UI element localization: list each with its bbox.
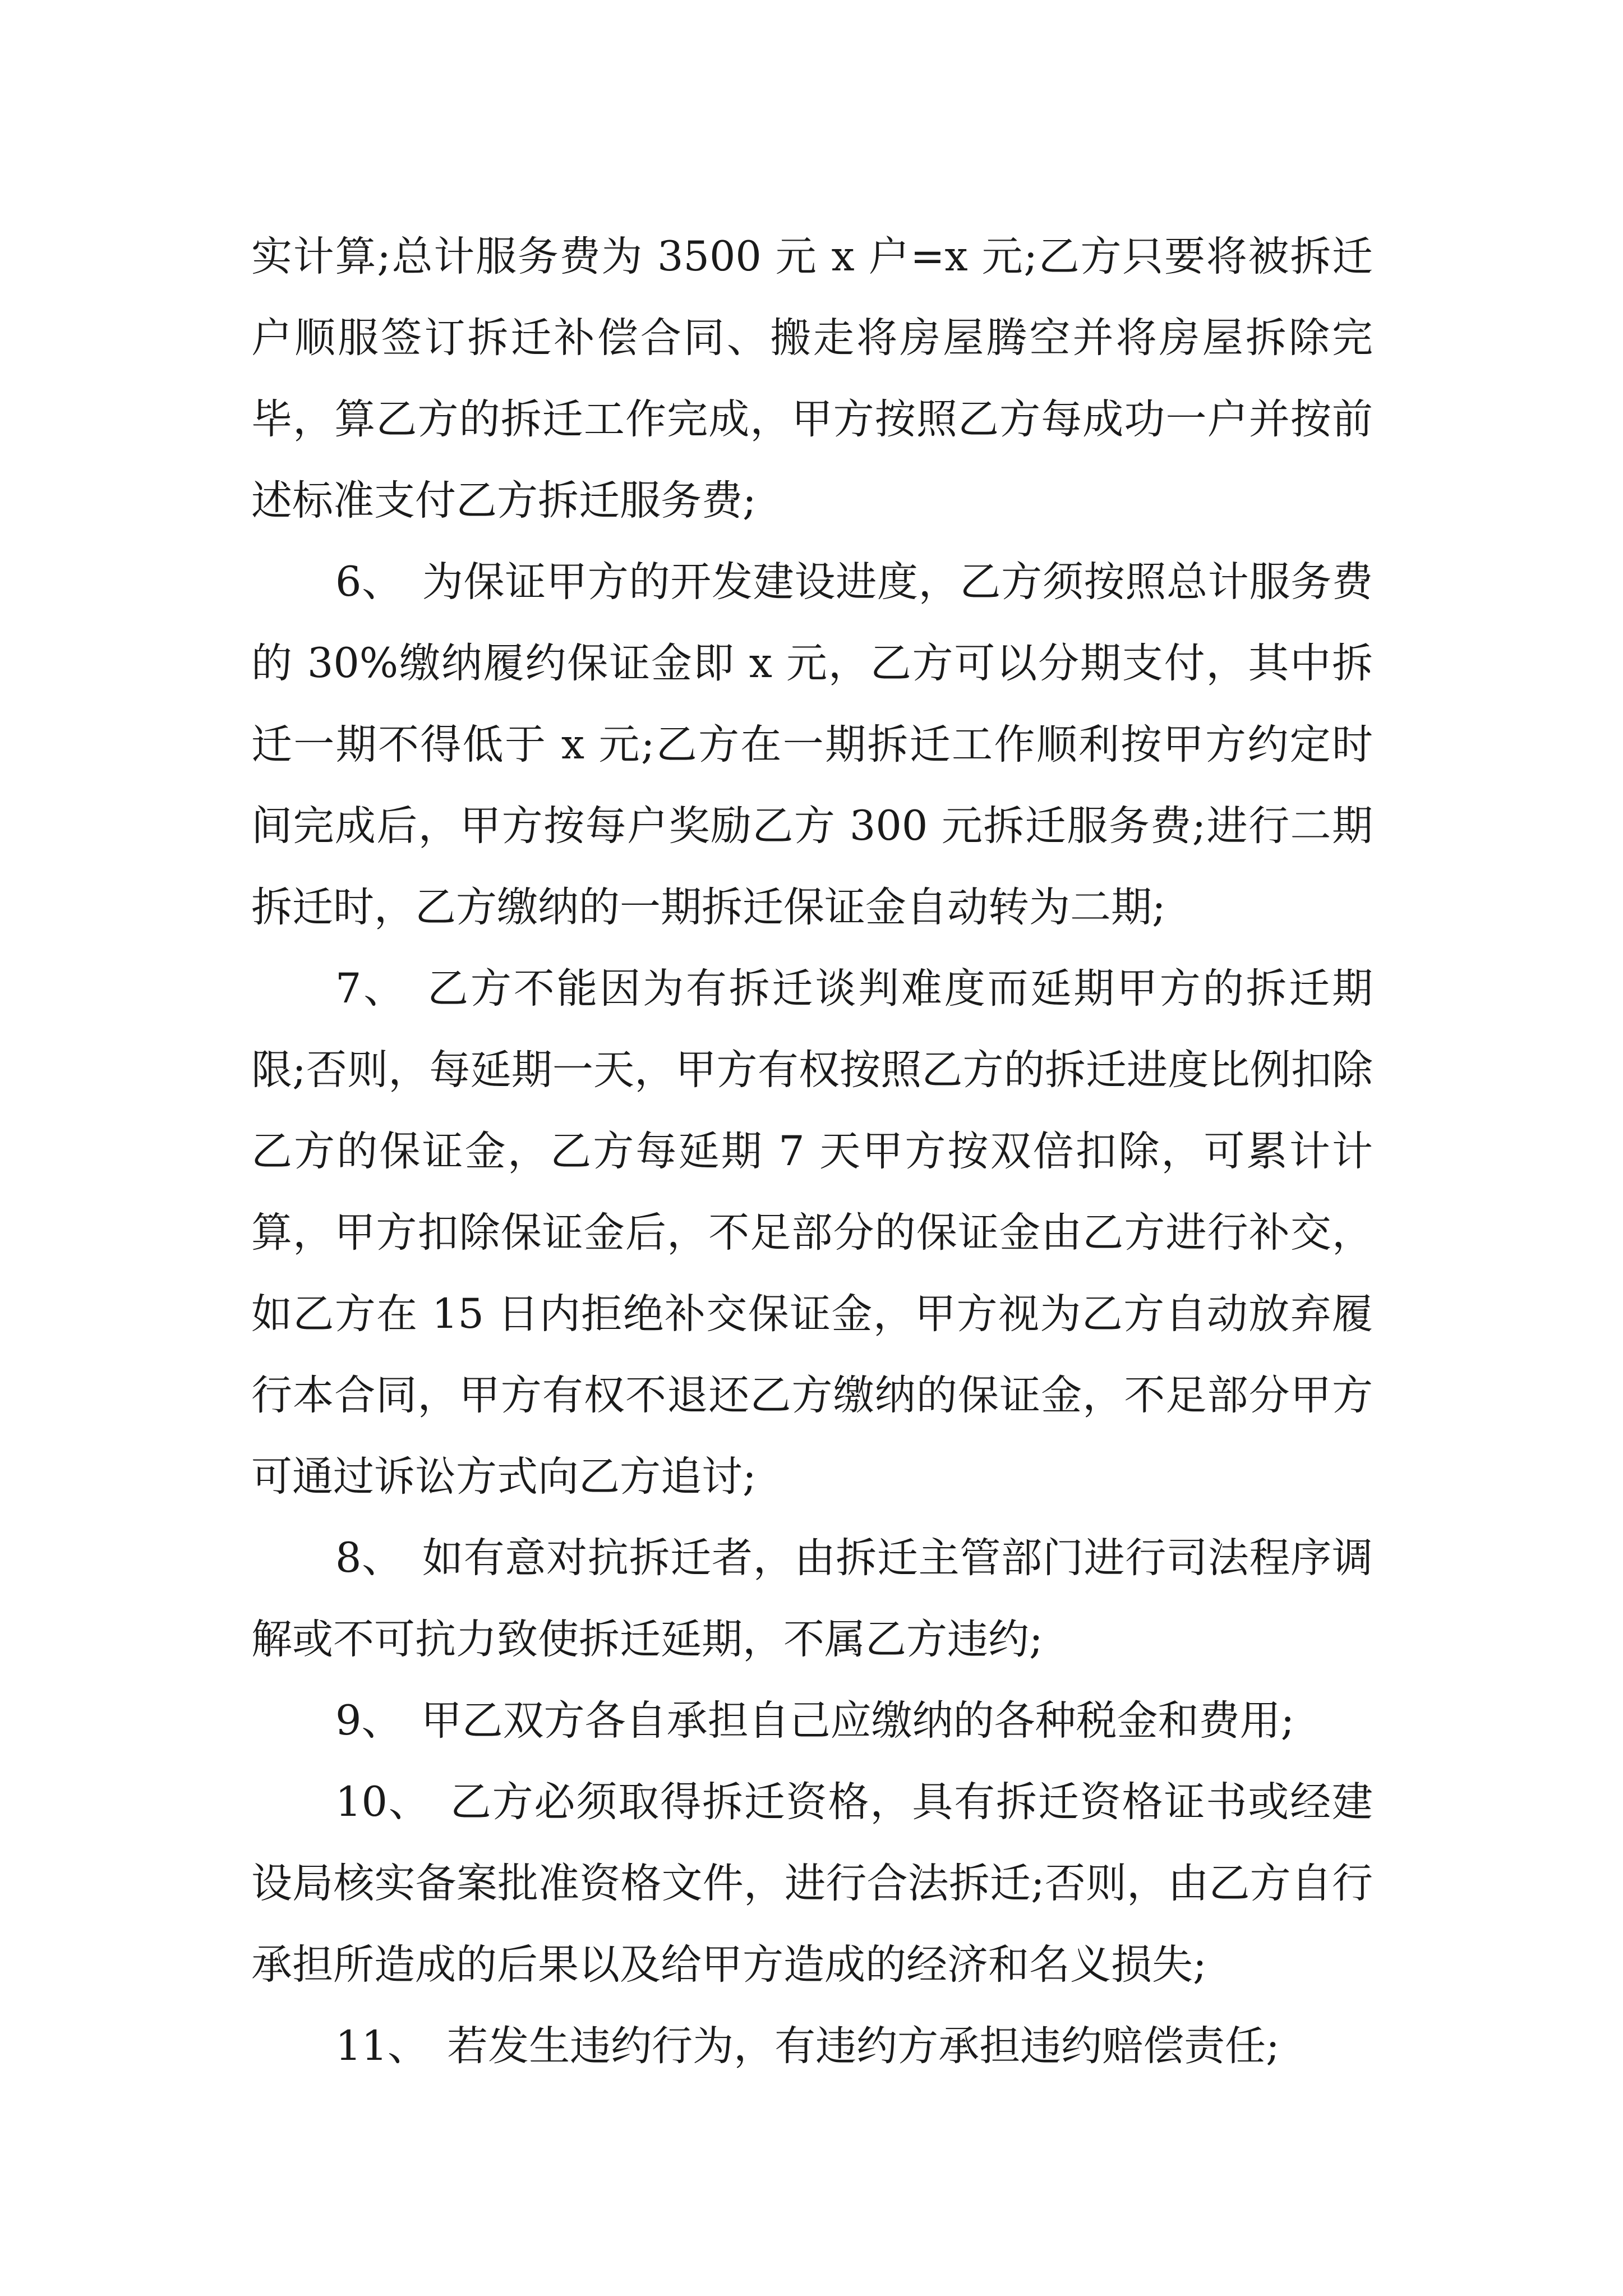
clause-text: 甲乙双方各自承担自己应缴纳的各种税金和费用; [421,1697,1295,1745]
clause-number: 7、 [335,965,407,1013]
clause-number: 6、 [335,558,403,606]
clause-7 [251,948,1373,1517]
clause-text: 乙方必须取得拆迁资格，具有拆迁资格证书或经建设局核实备案批准资格文件，进行合法拆迁;否则，由乙方自行承担所造成的后果以及给甲方造成的经济和名义损失; [251,1778,1373,1989]
clause-number: 10、 [335,1778,431,1826]
clause-text: 若发生违约行为，有违约方承担违约赔偿责任; [447,2022,1280,2070]
clause-9 [251,1680,1373,1761]
clause-8 [251,1517,1373,1680]
clause-10 [251,1761,1373,2005]
clause-text: 为保证甲方的开发建设进度，乙方须按照总计服务费的 30%缴纳履约保证金即 x 元，乙方可以分期支付，其中拆迁一期不得低于 x 元;乙方在一期拆迁工作顺利按甲方约定时间完成后，甲方按每户奖励乙方 300 元拆迁服务费;进行二期拆迁时，乙方缴纳的一期拆迁保证金自动转为二期; [251,558,1373,931]
clause-number: 9、 [335,1697,403,1745]
paragraph-text: 实计算;总计服务费为 3500 元 x 户=x 元;乙方只要将被拆迁户顺服签订拆迁补偿合同、搬走将房屋腾空并将房屋拆除完毕，算乙方的拆迁工作完成，甲方按照乙方每成功一户并按前述标准支付乙方拆迁服务费; [251,233,1373,524]
clause-11 [251,2005,1373,2087]
clause-6 [251,541,1373,948]
clause-number: 8、 [335,1534,403,1582]
document-body [251,216,1373,2087]
clause-text: 乙方不能因为有拆迁谈判难度而延期甲方的拆迁期限;否则，每延期一天，甲方有权按照乙方的拆迁进度比例扣除乙方的保证金，乙方每延期 7 天甲方按双倍扣除，可累计计算，甲方扣除保证金后，不足部分的保证金由乙方进行补交，如乙方在 15 日内拒绝补交保证金，甲方视为乙方自动放弃履行本合同，甲方有权不退还乙方缴纳的保证金，不足部分甲方可通过诉讼方式向乙方追讨; [251,965,1373,1501]
clause-number: 11、 [335,2022,428,2070]
paragraph-continued [251,216,1373,541]
clause-text: 如有意对抗拆迁者，由拆迁主管部门进行司法程序调解或不可抗力致使拆迁延期，不属乙方违约; [251,1534,1373,1663]
